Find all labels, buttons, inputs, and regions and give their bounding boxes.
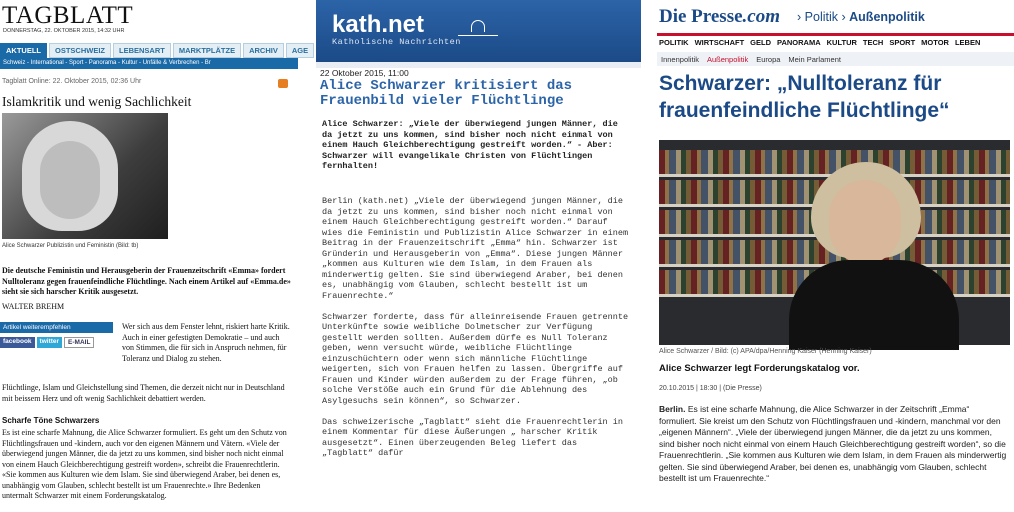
kathnet-body: [322, 196, 632, 469]
tagblatt-date: DONNERSTAG, 22. OKTOBER 2015, 14:32 UHR: [3, 28, 125, 34]
share-label[interactable]: Artikel weiterempfehlen: [0, 322, 113, 333]
rss-icon[interactable]: [278, 79, 288, 88]
presse-dateline: Berlin.: [659, 404, 686, 414]
twitter-share-button[interactable]: twitter: [37, 337, 63, 348]
tagblatt-author: WALTER BREHM: [2, 302, 65, 311]
tagblatt-photo-caption: Alice Schwarzer Publizistin und Feministin (Bild: tb): [2, 243, 139, 249]
nav-geld[interactable]: GELD: [750, 38, 772, 47]
tagblatt-body-paragraph-2: Es ist eine scharfe Mahnung, die Alice Schwarzer formuliert. Es geht um den Schutz von Flüchtlingsfrauen und -kindern, auch vor den eigenen Männern und Vätern. «Viele der überwiegend jungen Männer, die da jetzt zu uns kommen, sind bisher noch nicht einmal von einem Hauch Gleichberechtigung gestreift worden», schreibt die Frauenrechtlerin. «Sie kommen aus Kulturen wie dem Islam. Sie sind überwiegend Araber, bei denen es, unabhängig vom Glauben, schlecht bestellt ist um Frauenrechte.» Ihre Bedenken untermalt Schwarzer mit einem Forderungskatalog.: [2, 428, 287, 500]
nav-sport[interactable]: SPORT: [889, 38, 916, 47]
kathnet-paragraph-1: Berlin (kath.net) „Viele der überwiegend jungen Männer, die da jetzt zu uns kommen, sind bisher noch nicht einmal von einem Hauch Gleichberechtigung gestreift worden.“ Darauf wies die Feministin und Publizistin Alice Schwarzer in einem Beitrag in der Frauenzeitschrift „Emma“ hin. Schwarzer ist Gründerin und Herausgeberin von „Emma“. Diese jungen Männer „kommen aus Kulturen wie dem Islam, in dem Frauen als minderwertig gelten. Sie sind überwiegend Araber, bei denen es, unabhängig vom Glauben, schlecht bestellt ist um Frauenrechte.“: [322, 196, 629, 301]
breadcrumb-section[interactable]: Außenpolitik: [849, 10, 925, 24]
presse-body: Es ist eine scharfe Mahnung, die Alice Schwarzer in der Zeitschrift „Emma“ formuliert. Sie kreist um den Schutz von Flüchtlingsfrauen und -kindern, manchmal vor den „eigenen Männern“. „Viele der überwiegend jungen Männer, die da jetzt zu uns kommen, sind bisher noch nicht einmal von einem Hauch Gleichberechtigung gestreift worden“, so die Frauenrechtlerin. „Sie kommen aus Kulturen wie dem Islam, in dem Frauen als minderwertig gelten. Sie sind überwiegend Araber, bei denen es, unabhängig vom Glauben, schlecht bestellt ist um Frauenrechte.“: [659, 404, 1007, 483]
presse-logo-suffix: .com: [742, 6, 781, 27]
nav-tab-ostschweiz[interactable]: OSTSCHWEIZ: [49, 43, 111, 58]
presse-red-divider: [657, 33, 1014, 36]
nav-tab-lebensart[interactable]: LEBENSART: [113, 43, 171, 58]
nav-tab-aktuell[interactable]: AKTUELL: [0, 43, 47, 58]
presse-article-text: [659, 404, 1009, 485]
subnav-innenpolitik[interactable]: Innenpolitik: [661, 55, 699, 64]
nav-panorama[interactable]: PANORAMA: [777, 38, 821, 47]
nav-motor[interactable]: MOTOR: [921, 38, 949, 47]
breadcrumb-separator-icon: ›: [841, 10, 846, 24]
kathnet-date: 22 Oktober 2015, 11:00: [320, 68, 409, 78]
nav-leben[interactable]: LEBEN: [954, 38, 981, 47]
nav-tech[interactable]: TECH: [862, 38, 884, 47]
kathnet-logo[interactable]: kath.net: [332, 11, 425, 38]
presse-main-nav: [659, 38, 980, 47]
facebook-share-button[interactable]: facebook: [0, 337, 35, 348]
tagblatt-logo[interactable]: TAGBLATT: [2, 2, 134, 29]
tagblatt-online-timestamp: Tagblatt Online: 22. Oktober 2015, 02:36 Uhr: [2, 78, 142, 85]
presse-logo-text: Die Presse: [659, 6, 743, 27]
breadcrumb-politik[interactable]: Politik: [804, 10, 838, 24]
nav-kultur[interactable]: KULTUR: [826, 38, 857, 47]
nav-tab-agenda[interactable]: AGE: [286, 43, 314, 58]
presse-sub-nav: [657, 52, 1014, 66]
presse-photo-caption: Alice Schwarzer / Bild: (c) APA/dpa/Henning Kaiser (Henning Kaiser): [659, 348, 872, 355]
kathnet-slogan: Katholische Nachrichten: [332, 37, 461, 47]
tagblatt-main-nav: [0, 43, 309, 58]
subnav-mein-parlament[interactable]: Mein Parlament: [788, 55, 841, 64]
kathnet-lead: Alice Schwarzer: „Viele der überwiegend jungen Männer, die da jetzt zu uns kommen, sind bisher noch nicht einmal von einem Hauch Gleichberechtigung gestreift worden.“ - Aber: Schwarzer will evangelikale Christen von Flüchtlingen fernhalten!: [322, 119, 618, 171]
tagblatt-intro: Wer sich aus dem Fenster lehnt, riskiert harte Kritik. Auch in einer gefestigten Demokratie – und auch von Stimmen, die für sich in Anspruch nehmen, für Toleranz und Dialog zu stehen.: [122, 322, 290, 363]
presse-meta: 20.10.2015 | 18:30 | (Die Presse): [659, 385, 762, 392]
email-share-button[interactable]: E-MAIL: [64, 337, 94, 348]
share-box: [0, 322, 113, 348]
breadcrumb-separator-icon: ›: [797, 10, 802, 24]
kathnet-headline: Alice Schwarzer kritisiert das Frauenbild vieler Flüchtlinge: [320, 78, 573, 109]
presse-article-panel: [657, 0, 1014, 512]
tagblatt-sub-nav[interactable]: Schweiz - International - Sport - Panorama - Kultur - Unfälle & Verbrechen - Br: [0, 58, 298, 69]
church-icon: [458, 18, 498, 36]
tagblatt-article-photo: [2, 113, 168, 239]
presse-logo[interactable]: [659, 6, 780, 28]
subnav-europa[interactable]: Europa: [756, 55, 781, 64]
tagblatt-headline: Islamkritik und wenig Sachlichkeit: [2, 94, 192, 109]
tagblatt-article-panel: [0, 0, 309, 512]
kathnet-paragraph-3: Das schweizerische „Tagblatt“ sieht die Frauenrechtlerin in einem Kommentar für diese Äußerungen „ harscher Kritik ausgesetzt“. Einen überzeugenden Beleg liefert das „Tagblatt“ dafür: [322, 416, 623, 458]
nav-wirtschaft[interactable]: WIRTSCHAFT: [694, 38, 745, 47]
kathnet-article-panel: [316, 0, 641, 512]
tagblatt-lead: Die deutsche Feministin und Herausgeberin der Frauenzeitschrift «Emma» fordert Nulltoleranz gegen frauenfeindliche Flüchtlinge. Nach einem Artikel auf «Emma.de» sieht sie sich harscher Kritik ausgesetzt.: [2, 266, 291, 296]
tagblatt-body-paragraph-1: Flüchtlinge, Islam und Gleichstellung sind Themen, die derzeit nicht nur in Deutschland mit beissem Herz und oft wenig Sachlichkeit debattiert werden.: [2, 383, 285, 403]
presse-subheadline: Alice Schwarzer legt Forderungskatalog vor.: [659, 363, 860, 374]
nav-tab-marktplaetze[interactable]: MARKTPLÄTZE: [173, 43, 241, 58]
breadcrumb: [797, 10, 925, 24]
nav-tab-archiv[interactable]: ARCHIV: [243, 43, 284, 58]
subnav-aussenpolitik[interactable]: Außenpolitik: [706, 55, 749, 64]
nav-politik[interactable]: POLITIK: [659, 38, 689, 47]
presse-article-photo: [659, 140, 1010, 345]
presse-headline: Schwarzer: „Nulltoleranz für frauenfeindliche Flüchtlinge“: [659, 72, 950, 122]
kathnet-paragraph-2: Schwarzer forderte, dass für alleinreisende Frauen getrennte Unterkünfte sowie weibliche Dolmetscher zur Verfügung gestellt werden sollten. Außerdem dürfe es Null Toleranz geben, wenn versucht würde, weibliche Flüchtlinge einzuschüchtern oder wenn sich männliche Flüchtlinge weigerten, sich von Frauen helfen zu lassen. Übergriffe auf Frauen und Kinder würden außerdem zu der Frage führen, „ob solche Verstöße auch ein Grund für die Ablehnung des Asylgesuchs sein können“, so Schwarzer.: [322, 311, 629, 406]
tagblatt-subheading: Scharfe Töne Schwarzers: [2, 416, 100, 425]
